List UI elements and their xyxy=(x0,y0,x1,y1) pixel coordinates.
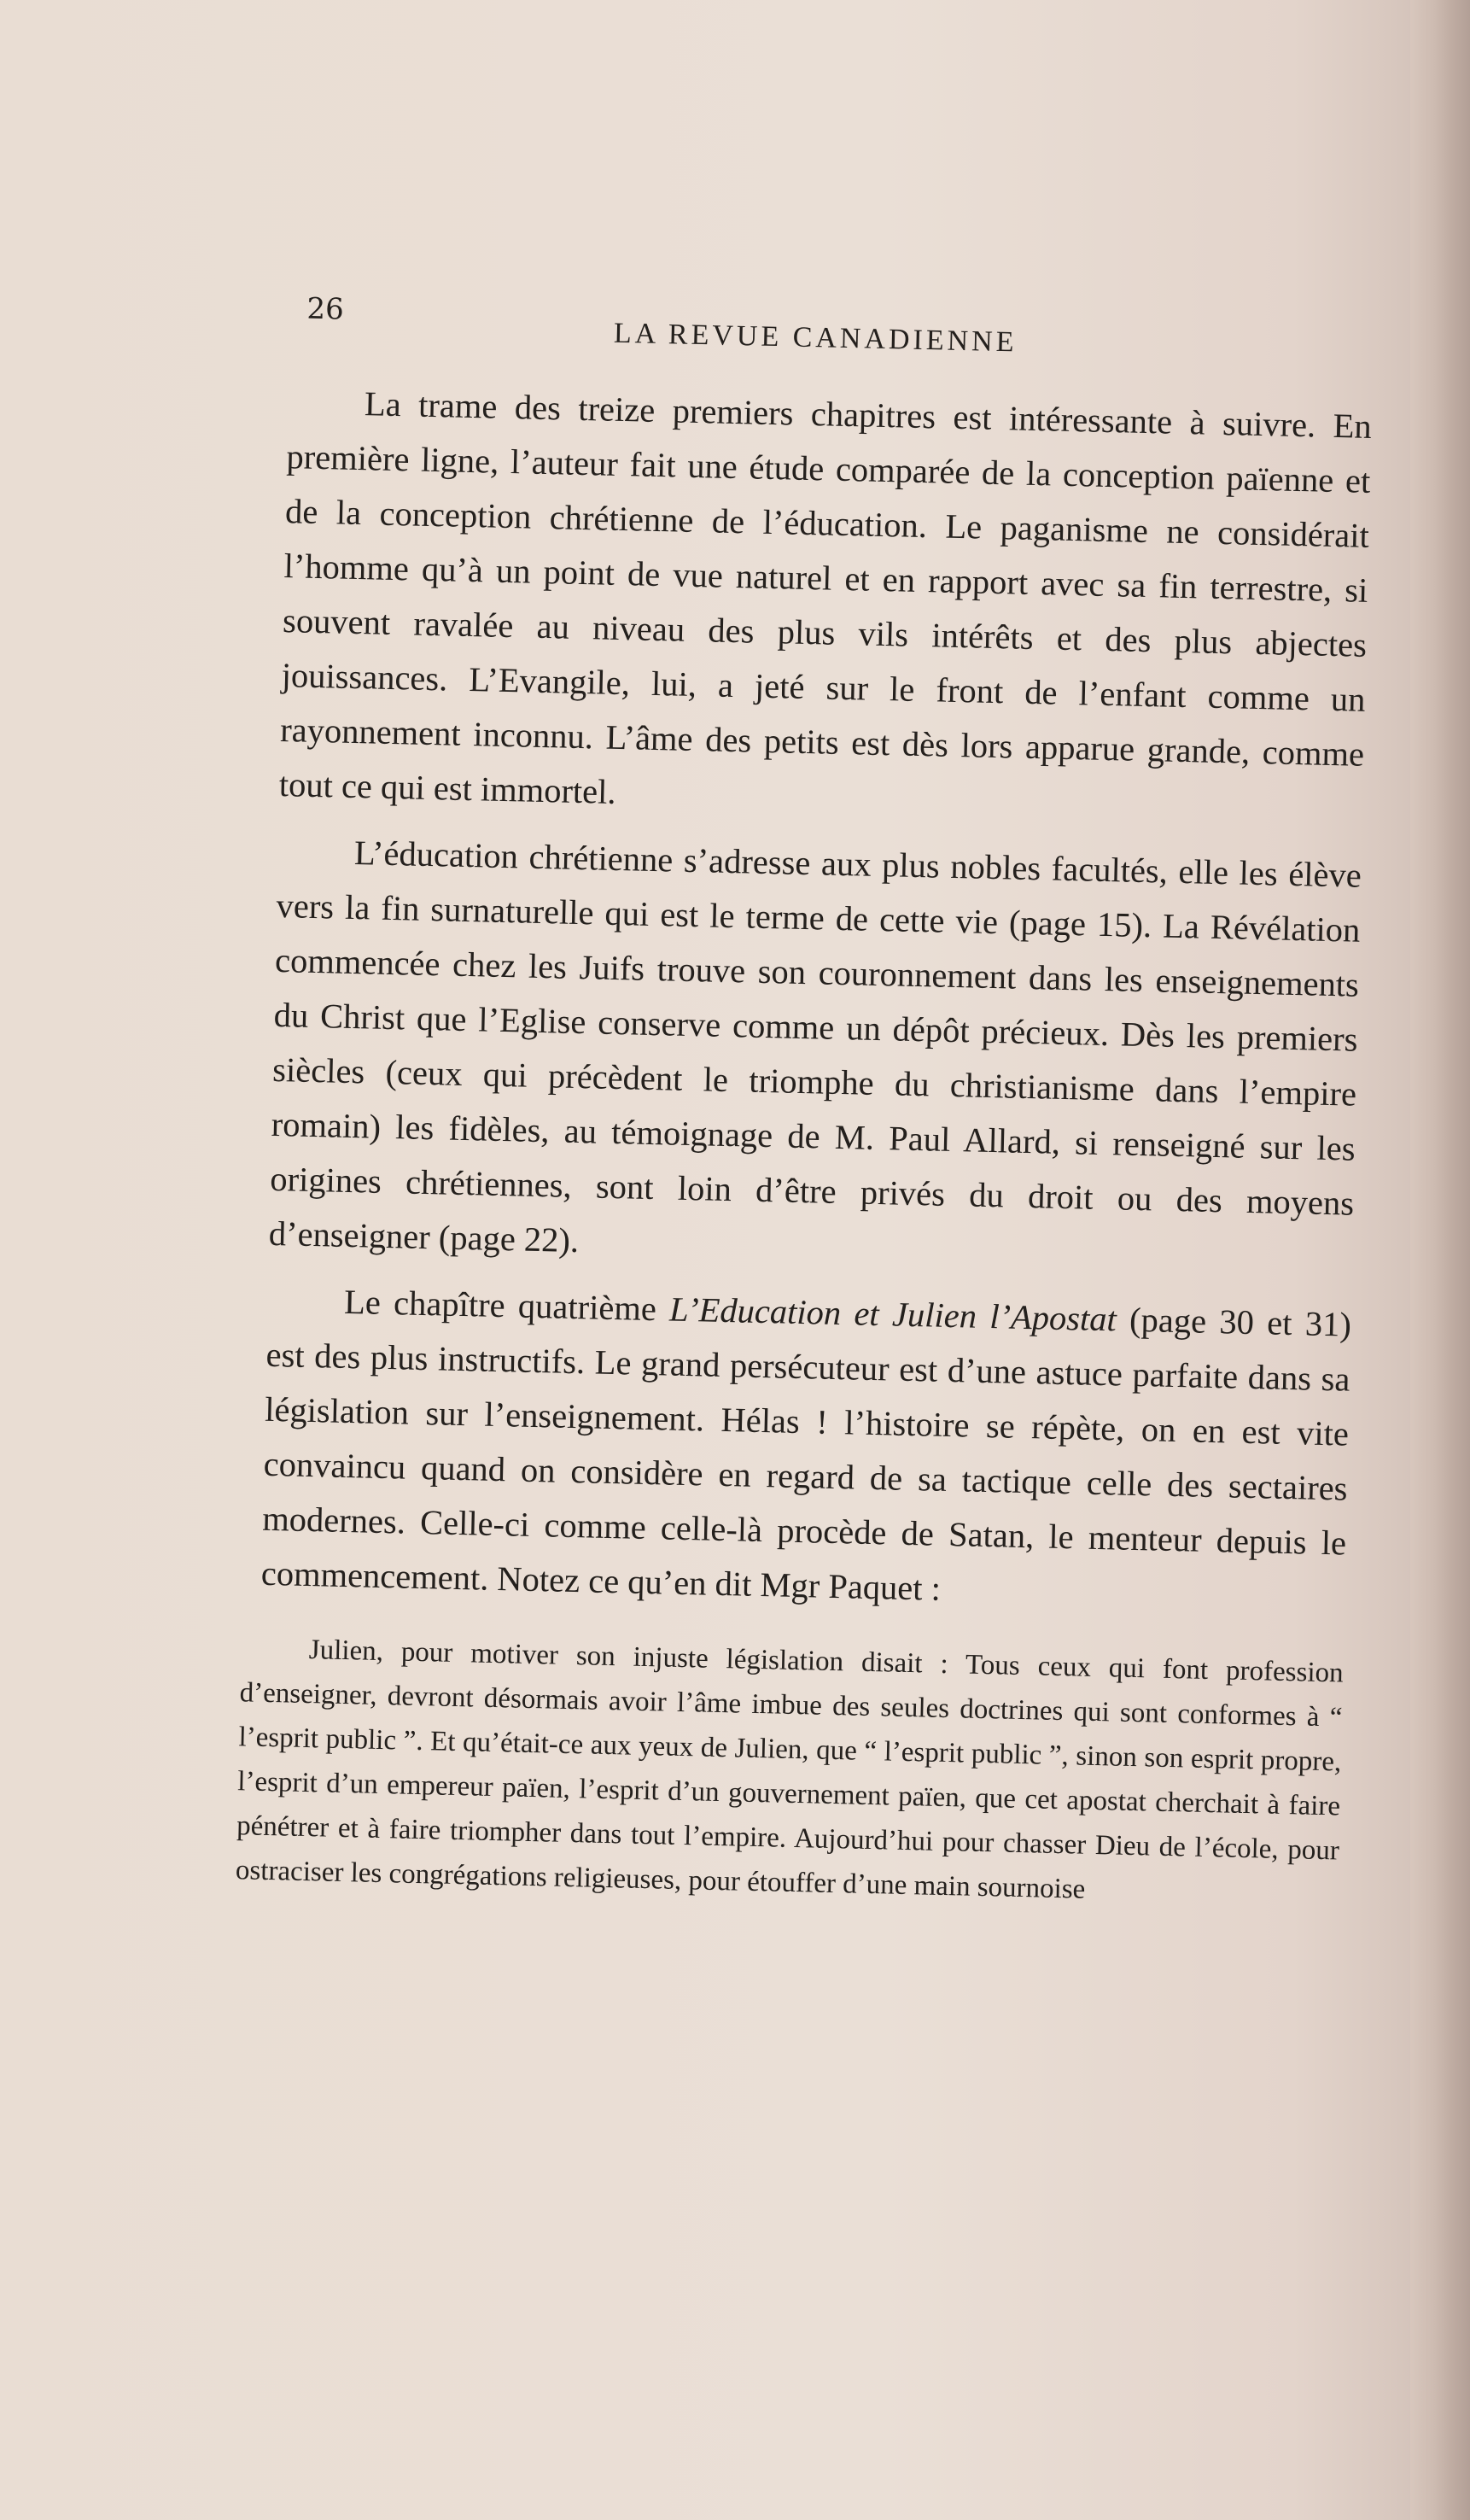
quote-text: Julien, pour motiver son injuste législation disait : Tous ceux qui font profession d’enseigner, devront désormais avoir l’âme imbue des seules doctrines qui sont conformes à “ l’esprit public ”. Et qu’était-ce aux yeux de Julien, que “ l’esprit public ”, sinon son esprit propre, l’esprit d’un empereur païen, l’esprit d’un gouvernement païen, que cet apostat cherchait à faire pénétrer et à faire triompher dans tout l’empire. Aujourd’hui pour chasser Dieu de l’école, pour ostraciser les congrégations religieuses, pour étouffer d’une main sournoise xyxy=(235,1634,1344,1905)
paragraph-3-title-italic: L’Education et Julien l’Apostat xyxy=(668,1289,1117,1339)
running-title: LA REVUE CANADIENNE xyxy=(613,317,1018,359)
paragraph-2: L’éducation chrétienne s’adresse aux plus nobles facultés, elle les élève vers la fin surnaturelle qui est le terme de cette vie (page 15). La Révélation commencée chez les Juifs trouve son couronnement dans les enseignements du Christ que l’Eglise conserve comme un dépôt précieux. Dès les premiers siècles (ceux qui précèdent le triomphe du christianisme dans l’empire romain) les fidèles, au témoignage de M. Paul Allard, si renseigné sur les origines chrétiennes, sont loin d’être privés du droit ou des moyens d’enseigner (page 22). xyxy=(268,833,1362,1260)
paragraph-3-lead: Le chapître quatrième xyxy=(343,1282,670,1329)
page-number: 26 xyxy=(306,291,345,327)
block-quote xyxy=(211,1626,1344,1918)
page-content xyxy=(211,290,1374,1917)
paragraph-1: La trame des treize premiers chapitres est intéressante à suivre. En première ligne, l’auteur fait une étude comparée de la conception païenne et de la conception chrétienne de l’éducation. Le paganisme ne considérait l’homme qu’à un point de vue naturel et en rapport avec sa fin terrestre, si souvent ravalée au niveau des plus vils intérêts et des plus abjectes jouissances. L’Evangile, lui, a jeté sur le front de l’enfant comme un rayonnement inconnu. L’âme des petits est dès lors apparue grande, comme tout ce qui est immortel. xyxy=(278,384,1373,811)
paragraph-3-rest: (page 30 et 31) est des plus instructifs. Le grand persécuteur est d’une astuce parfaite dans sa législation sur l’enseignement. Hélas ! l’histoire se répète, on en est vite convaincu quand on considère en regard de sa tactique celle des sectaires modernes. Celle-ci comme celle-là procède de Satan, le menteur depuis le commencement. Notez ce qu’en dit Mgr Paquet : xyxy=(260,1300,1352,1608)
paragraph-3 xyxy=(260,1273,1351,1626)
body-text xyxy=(218,374,1372,1626)
book-gutter-edge xyxy=(1410,0,1470,2520)
